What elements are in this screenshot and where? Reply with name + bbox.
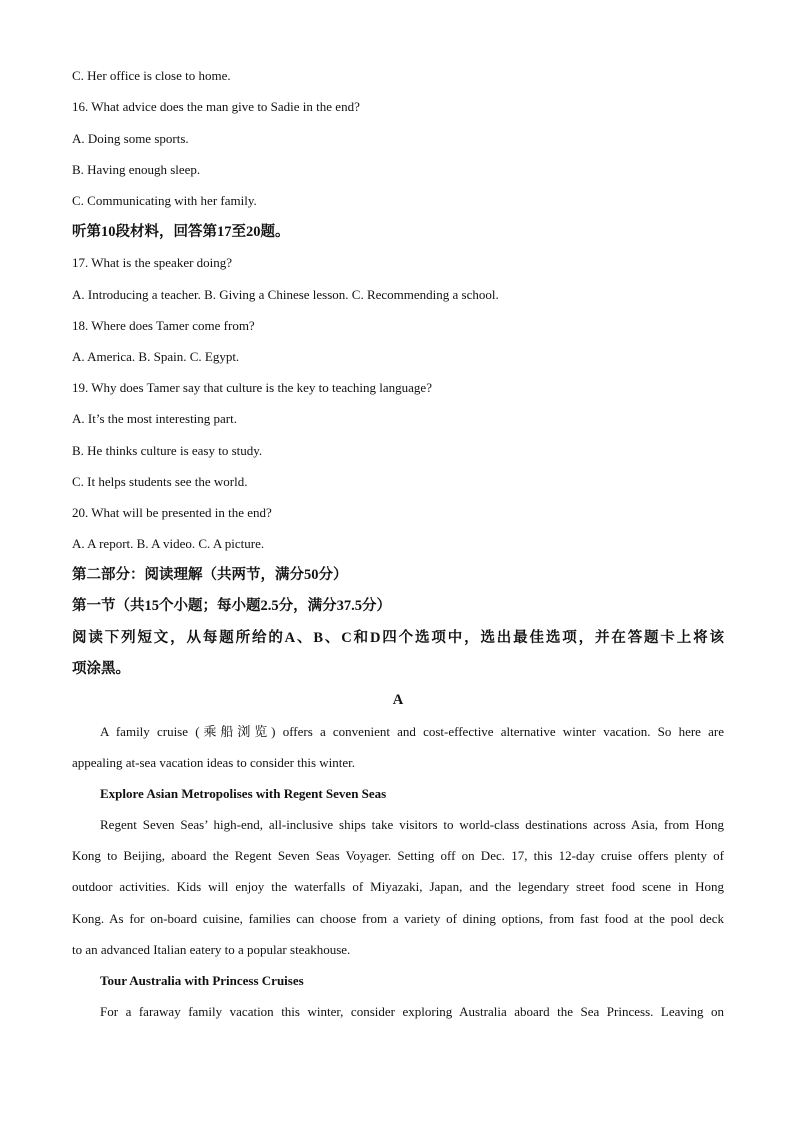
option-19b: B. He thinks culture is easy to study. — [72, 443, 263, 458]
question-18: 18. Where does Tamer come from? — [72, 318, 255, 333]
question-16: 16. What advice does the man give to Sadie in the end? — [72, 99, 360, 114]
paragraph-regent-line-4: Kong. As for on-board cuisine, families can choose from a variety of dining options, from fast food at the pool deck — [72, 911, 724, 926]
question-20: 20. What will be presented in the end? — [72, 505, 272, 520]
passage-label: A — [392, 692, 404, 708]
paragraph-regent-line-5: to an advanced Italian eatery to a popular steakhouse. — [72, 942, 351, 957]
passage-intro-line-1: A family cruise (乘船浏览) offers a convenient and cost-effective alternative winter vacation. So here are — [100, 724, 724, 739]
options-20: A. A report. B. A video. C. A picture. — [72, 536, 265, 551]
option-16c: C. Communicating with her family. — [72, 193, 257, 208]
option-15c: C. Her office is close to home. — [72, 68, 231, 83]
subheading-regent-seven-seas: Explore Asian Metropolises with Regent Seven Seas — [100, 786, 387, 801]
section-one-heading: 第一节（共15个小题；每小题2.5分，满分37.5分） — [72, 598, 391, 614]
option-16b: B. Having enough sleep. — [72, 162, 201, 177]
paragraph-princess-line-1: For a faraway family vacation this winter, consider exploring Australia aboard the Sea Princess. Leaving on — [100, 1004, 724, 1019]
options-18: A. America. B. Spain. C. Egypt. — [72, 349, 240, 364]
section-instruction-10: 听第10段材料，回答第17至20题。 — [72, 224, 290, 240]
passage-intro-line-2: appealing at-sea vacation ideas to consider this winter. — [72, 755, 356, 770]
question-19: 19. Why does Tamer say that culture is the key to teaching language? — [72, 380, 432, 395]
reading-instruction: 阅读下列短文，从每题所给的A、B、C和D四个选项中，选出最佳选项，并在答题卡上将该 — [72, 630, 724, 646]
part-two-heading: 第二部分：阅读理解（共两节，满分50分） — [72, 567, 348, 583]
paragraph-regent-line-1: Regent Seven Seas’ high-end, all-inclusive ships take visitors to world-class destinations across Asia, from Hong — [100, 817, 724, 832]
reading-instruction-cont: 项涂黑。 — [72, 661, 130, 677]
subheading-princess-cruises: Tour Australia with Princess Cruises — [100, 973, 304, 988]
paragraph-regent-line-2: Kong to Beijing, aboard the Regent Seven Seas Voyager. Setting off on Dec. 17, this 12-day cruise offers plenty of — [72, 848, 724, 863]
question-17: 17. What is the speaker doing? — [72, 255, 233, 270]
option-19c: C. It helps students see the world. — [72, 474, 248, 489]
option-19a: A. It’s the most interesting part. — [72, 411, 238, 426]
paragraph-regent-line-3: outdoor activities. Kids will enjoy the waterfalls of Miyazaki, Japan, and the legendary street food scene in Hong — [72, 879, 724, 894]
options-17: A. Introducing a teacher. B. Giving a Chinese lesson. C. Recommending a school. — [72, 287, 499, 302]
option-16a: A. Doing some sports. — [72, 131, 189, 146]
